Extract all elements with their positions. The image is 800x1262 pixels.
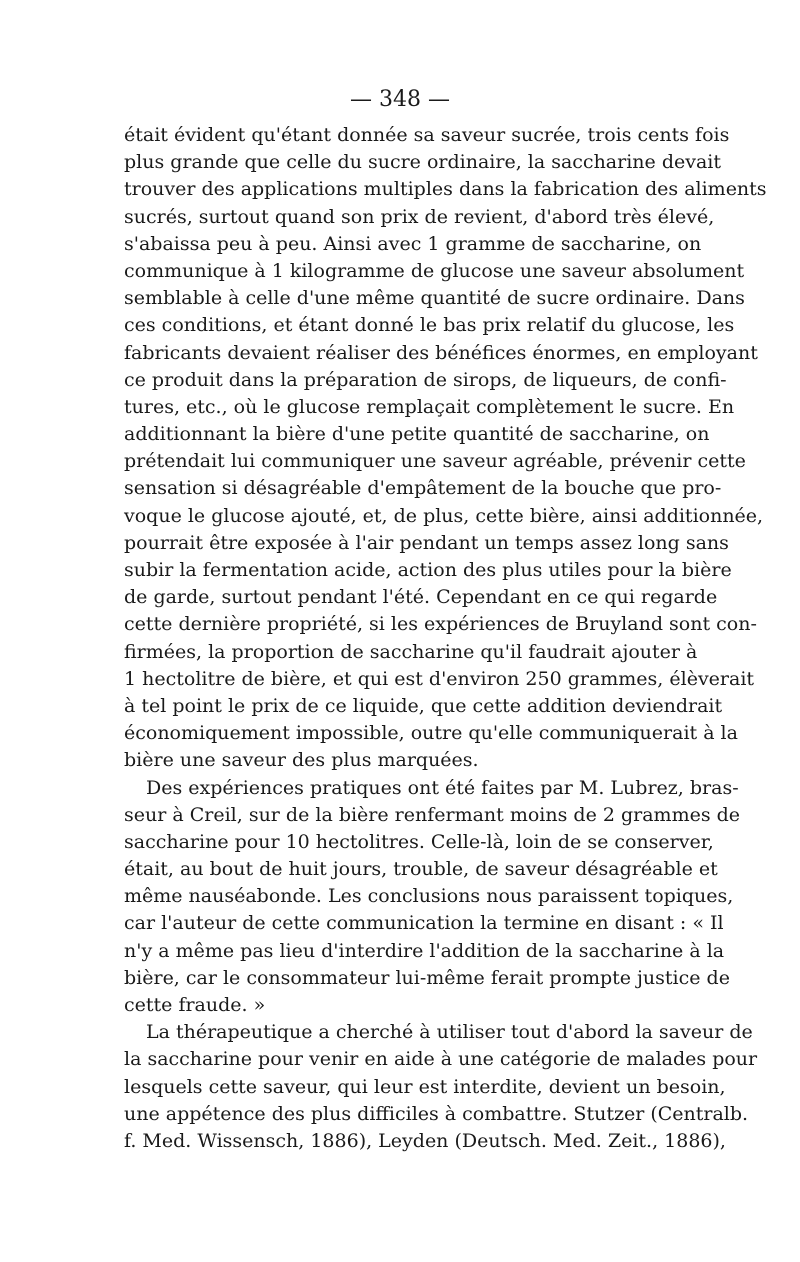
text-line: bière, car le consommateur lui-même ferait prompte justice de <box>124 966 730 989</box>
text-line: trouver des applications multiples dans la fabrication des aliments <box>124 178 767 201</box>
page-number: — 348 — <box>350 87 450 112</box>
text-line: tures, etc., où le glucose remplaçait complètement le sucre. En <box>124 395 735 418</box>
text-line: cette dernière propriété, si les expériences de Bruyland sont con- <box>124 613 757 636</box>
text-line: de garde, surtout pendant l'été. Cependant en ce qui regarde <box>124 586 718 609</box>
text-line: semblable à celle d'une même quantité de sucre ordinaire. Dans <box>124 287 745 310</box>
text-line: fabricants devaient réaliser des bénéfices énormes, en employant <box>124 341 758 364</box>
text-line: communique à 1 kilogramme de glucose une saveur absolument <box>124 259 745 282</box>
text-line: Des expériences pratiques ont été faites par M. Lubrez, bras- <box>146 776 739 799</box>
text-line: firmées, la proportion de saccharine qu'il faudrait ajouter à <box>124 640 698 663</box>
text-line: subir la fermentation acide, action des plus utiles pour la bière <box>124 559 732 581</box>
text-line: car l'auteur de cette communication la termine en disant : « Il <box>124 912 724 935</box>
text-line: La thérapeutique a cherché à utiliser tout d'abord la saveur de <box>146 1021 753 1044</box>
text-line: seur à Creil, sur de la bière renfermant moins de 2 grammes de <box>124 803 741 826</box>
text-line: était évident qu'étant donnée sa saveur sucrée, trois cents fois <box>124 124 730 146</box>
text-line: bière une saveur des plus marquées. <box>124 749 479 772</box>
text-line: même nauséabonde. Les conclusions nous paraissent topiques, <box>124 885 734 908</box>
text-line: s'abaissa peu à peu. Ainsi avec 1 gramme de saccharine, on <box>124 232 702 255</box>
text-line: additionnant la bière d'une petite quantité de saccharine, on <box>124 423 710 446</box>
text-line: plus grande que celle du sucre ordinaire, la saccharine devait <box>124 151 721 174</box>
text-line: voque le glucose ajouté, et, de plus, cette bière, ainsi additionnée, <box>124 504 764 527</box>
body-text <box>124 122 767 1155</box>
text-line: f. Med. Wissensch, 1886), Leyden (Deutsch. Med. Zeit., 1886), <box>124 1129 726 1152</box>
text-line: ce produit dans la préparation de sirops, de liqueurs, de confi- <box>124 368 727 391</box>
text-line: cette fraude. » <box>124 994 266 1016</box>
text-line: sensation si désagréable d'empâtement de la bouche que pro- <box>124 477 722 500</box>
text-line: sucrés, surtout quand son prix de revient, d'abord très élevé, <box>124 205 715 228</box>
text-line: à tel point le prix de ce liquide, que cette addition deviendrait <box>124 694 723 717</box>
text-line: était, au bout de huit jours, trouble, de saveur désagréable et <box>124 858 718 881</box>
text-line: ces conditions, et étant donné le bas prix relatif du glucose, les <box>124 314 735 337</box>
text-line: saccharine pour 10 hectolitres. Celle-là, loin de se conserver, <box>124 830 714 853</box>
text-line: n'y a même pas lieu d'interdire l'addition de la saccharine à la <box>124 939 725 962</box>
text-line: la saccharine pour venir en aide à une catégorie de malades pour <box>124 1048 758 1071</box>
text-line: 1 hectolitre de bière, et qui est d'environ 250 grammes, élèverait <box>124 667 755 690</box>
text-line: une appétence des plus difficiles à combattre. Stutzer (Centralb. <box>124 1102 749 1125</box>
text-line: prétendait lui communiquer une saveur agréable, prévenir cette <box>124 450 746 473</box>
text-line: lesquels cette saveur, qui leur est interdite, devient un besoin, <box>124 1075 726 1098</box>
text-line: pourrait être exposée à l'air pendant un temps assez long sans <box>124 531 729 554</box>
text-line: économiquement impossible, outre qu'elle communiquerait à la <box>124 722 738 745</box>
